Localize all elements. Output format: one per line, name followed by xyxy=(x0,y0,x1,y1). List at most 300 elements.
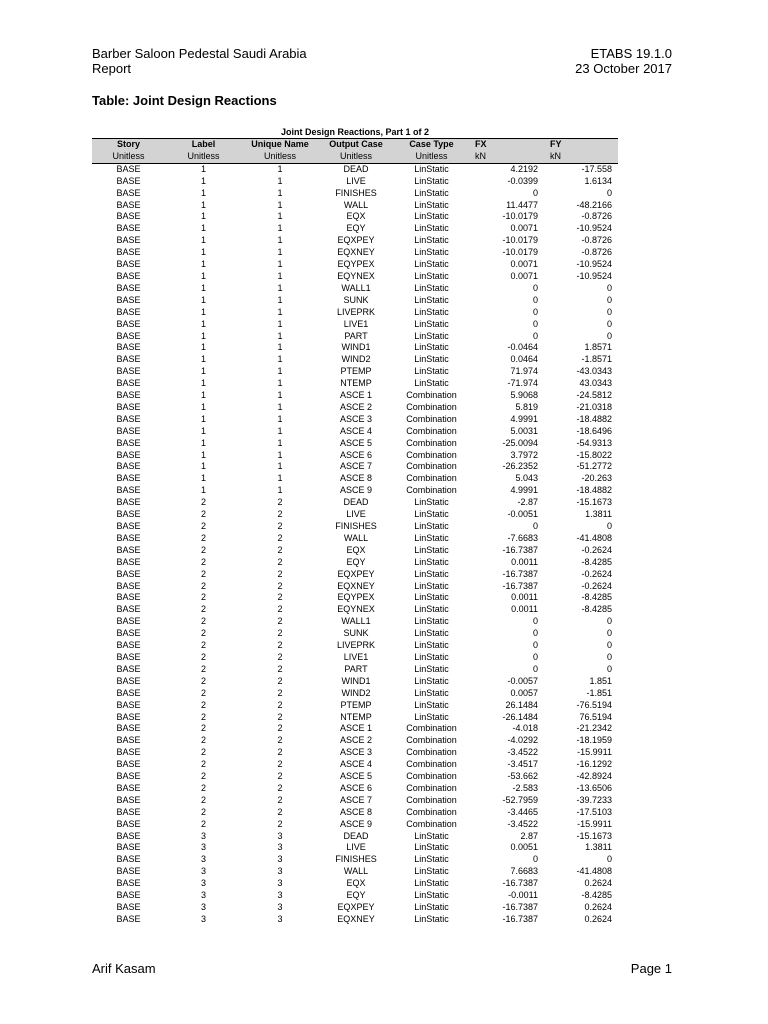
cell-output-case: WIND1 xyxy=(341,675,371,686)
cell-fx: 0.0057 xyxy=(510,687,538,698)
cell-fx: -26.1484 xyxy=(502,711,538,722)
cell-fy: -1.851 xyxy=(586,687,612,698)
report-date: 23 October 2017 xyxy=(575,61,672,76)
cell-fx: 0 xyxy=(532,294,538,305)
cell-output-case: EQX xyxy=(346,878,366,889)
cell-story: BASE xyxy=(116,235,141,246)
cell-unique-name: 1 xyxy=(277,449,283,460)
cell-label: 1 xyxy=(200,473,206,484)
table-row xyxy=(92,223,618,235)
cell-label: 1 xyxy=(200,282,206,293)
cell-case-type: Combination xyxy=(406,806,457,817)
footer-author: Arif Kasam xyxy=(92,961,156,976)
table-row xyxy=(92,854,618,866)
cell-fy: -0.2624 xyxy=(581,568,612,579)
cell-output-case: LIVE1 xyxy=(343,318,369,329)
cell-fx: -16.7387 xyxy=(502,580,538,591)
cell-story: BASE xyxy=(116,485,141,496)
table-row xyxy=(92,188,618,200)
cell-case-type: LinStatic xyxy=(414,163,449,174)
cell-case-type: LinStatic xyxy=(414,699,449,710)
cell-story: BASE xyxy=(116,318,141,329)
cell-fx: 5.819 xyxy=(515,401,538,412)
table-row xyxy=(92,342,618,354)
cell-story: BASE xyxy=(116,342,141,353)
cell-story: BASE xyxy=(116,473,141,484)
cell-label: 2 xyxy=(200,794,206,805)
cell-story: BASE xyxy=(116,282,141,293)
cell-label: 1 xyxy=(200,449,206,460)
cell-story: BASE xyxy=(116,866,141,877)
cell-label: 3 xyxy=(200,902,206,912)
table-row xyxy=(92,723,618,735)
cell-label: 3 xyxy=(200,913,206,924)
unit-label: Unitless xyxy=(165,151,242,163)
col-header-output-case: Output Case xyxy=(318,139,394,151)
cell-case-type: Combination xyxy=(406,759,457,770)
cell-output-case: LIVEPRK xyxy=(336,640,376,651)
cell-case-type: LinStatic xyxy=(414,890,449,901)
project-name: Barber Saloon Pedestal Saudi Arabia xyxy=(92,46,307,61)
cell-case-type: LinStatic xyxy=(414,616,449,627)
table-body xyxy=(92,163,618,926)
cell-fy: -0.2624 xyxy=(581,544,612,555)
cell-fx: 0 xyxy=(532,651,538,662)
cell-case-type: Combination xyxy=(406,485,457,496)
cell-output-case: EQYPEX xyxy=(337,592,375,603)
cell-label: 1 xyxy=(200,437,206,448)
cell-fy: 1.3811 xyxy=(585,509,612,520)
table-row xyxy=(92,509,618,521)
page-title: Table: Joint Design Reactions xyxy=(92,93,277,108)
table-row xyxy=(92,592,618,604)
cell-label: 2 xyxy=(200,663,206,674)
cell-fy: -8.4285 xyxy=(581,890,612,901)
cell-output-case: DEAD xyxy=(343,830,369,841)
unit-output-case: Unitless xyxy=(318,151,394,163)
cell-label: 2 xyxy=(200,818,206,829)
cell-fy: -41.4808 xyxy=(576,532,612,543)
cell-story: BASE xyxy=(116,425,141,436)
cell-label: 2 xyxy=(200,782,206,793)
cell-unique-name: 2 xyxy=(277,628,283,639)
table-row xyxy=(92,640,618,652)
cell-output-case: EQY xyxy=(346,556,366,567)
cell-case-type: LinStatic xyxy=(414,651,449,662)
cell-fy: 0 xyxy=(606,854,612,865)
cell-output-case: ASCE 7 xyxy=(339,461,372,472)
cell-unique-name: 1 xyxy=(277,163,283,174)
cell-fy: 0.2624 xyxy=(584,878,612,889)
cell-story: BASE xyxy=(116,437,141,448)
cell-output-case: FINISHES xyxy=(335,187,377,198)
cell-story: BASE xyxy=(116,842,141,853)
cell-unique-name: 1 xyxy=(277,223,283,234)
cell-unique-name: 1 xyxy=(277,378,283,389)
cell-output-case: PART xyxy=(344,330,368,341)
table-row xyxy=(92,319,618,331)
cell-unique-name: 2 xyxy=(277,532,283,543)
cell-fx: 0 xyxy=(532,187,538,198)
cell-unique-name: 2 xyxy=(277,699,283,710)
cell-fx: -16.7387 xyxy=(502,913,538,924)
cell-fx: -10.0179 xyxy=(502,211,538,222)
cell-story: BASE xyxy=(116,747,141,758)
cell-story: BASE xyxy=(116,687,141,698)
cell-case-type: LinStatic xyxy=(414,199,449,210)
cell-story: BASE xyxy=(116,306,141,317)
cell-fx: 0.0464 xyxy=(510,354,538,365)
table-row xyxy=(92,902,618,914)
unit-story: Unitless xyxy=(92,151,165,163)
cell-unique-name: 2 xyxy=(277,640,283,651)
cell-fy: -48.2166 xyxy=(576,199,612,210)
cell-label: 2 xyxy=(200,651,206,662)
cell-output-case: ASCE 5 xyxy=(339,771,372,782)
cell-fx: -16.7387 xyxy=(502,902,538,912)
cell-case-type: LinStatic xyxy=(414,378,449,389)
cell-case-type: Combination xyxy=(406,437,457,448)
table-row xyxy=(92,557,618,569)
col-header-fx: FX xyxy=(469,139,544,151)
cell-output-case: EQYPEX xyxy=(337,259,375,270)
cell-unique-name: 2 xyxy=(277,580,283,591)
col-header-label: Label xyxy=(165,139,242,151)
cell-fx: -16.7387 xyxy=(502,544,538,555)
reactions-table-block xyxy=(92,126,618,926)
cell-unique-name: 1 xyxy=(277,485,283,496)
cell-fx: 5.9068 xyxy=(510,390,538,401)
cell-unique-name: 1 xyxy=(277,413,283,424)
cell-fx: -2.87 xyxy=(517,497,538,508)
cell-story: BASE xyxy=(116,592,141,603)
cell-story: BASE xyxy=(116,735,141,746)
cell-case-type: LinStatic xyxy=(414,687,449,698)
cell-output-case: ASCE 5 xyxy=(339,437,372,448)
cell-fx: -0.0464 xyxy=(507,342,538,353)
cell-fy: -8.4285 xyxy=(581,556,612,567)
cell-story: BASE xyxy=(116,699,141,710)
cell-output-case: ASCE 3 xyxy=(339,747,372,758)
cell-fy: 0 xyxy=(606,294,612,305)
cell-output-case: ASCE 9 xyxy=(339,818,372,829)
cell-case-type: LinStatic xyxy=(414,592,449,603)
cell-label: 1 xyxy=(200,187,206,198)
cell-unique-name: 2 xyxy=(277,568,283,579)
table-row xyxy=(92,842,618,854)
cell-label: 2 xyxy=(200,771,206,782)
cell-label: 3 xyxy=(200,854,206,865)
table-row xyxy=(92,581,618,593)
cell-output-case: LIVE1 xyxy=(343,651,369,662)
cell-story: BASE xyxy=(116,568,141,579)
cell-fx: 0 xyxy=(532,640,538,651)
cell-case-type: LinStatic xyxy=(414,342,449,353)
cell-fx: 0.0011 xyxy=(511,592,538,603)
cell-fy: -8.4285 xyxy=(581,592,612,603)
cell-case-type: Combination xyxy=(406,747,457,758)
cell-fy: -54.9313 xyxy=(576,437,612,448)
cell-fx: 3.7972 xyxy=(510,449,538,460)
cell-unique-name: 1 xyxy=(277,318,283,329)
cell-unique-name: 2 xyxy=(277,651,283,662)
cell-story: BASE xyxy=(116,521,141,531)
cell-output-case: WALL xyxy=(343,199,369,210)
table-row xyxy=(92,676,618,688)
table-row xyxy=(92,652,618,664)
cell-unique-name: 2 xyxy=(277,604,283,615)
cell-story: BASE xyxy=(116,413,141,424)
cell-fy: -15.9911 xyxy=(577,747,612,758)
cell-story: BASE xyxy=(116,449,141,460)
cell-unique-name: 1 xyxy=(277,187,283,198)
cell-fy: 0 xyxy=(606,282,612,293)
cell-case-type: LinStatic xyxy=(414,521,449,531)
unit-fx: kN xyxy=(469,151,544,163)
table-row xyxy=(92,378,618,390)
table-row xyxy=(92,533,618,545)
cell-output-case: WALL1 xyxy=(341,282,371,293)
cell-case-type: LinStatic xyxy=(414,544,449,555)
cell-label: 2 xyxy=(200,687,206,698)
cell-label: 2 xyxy=(200,556,206,567)
table-row xyxy=(92,521,618,533)
cell-unique-name: 2 xyxy=(277,771,283,782)
cell-case-type: LinStatic xyxy=(414,497,449,508)
cell-output-case: WIND1 xyxy=(341,342,371,353)
cell-story: BASE xyxy=(116,163,141,174)
cell-fy: -15.1673 xyxy=(576,497,612,508)
table-row xyxy=(92,271,618,283)
cell-unique-name: 1 xyxy=(277,282,283,293)
cell-output-case: ASCE 1 xyxy=(339,723,372,734)
cell-unique-name: 2 xyxy=(277,556,283,567)
table-row xyxy=(92,163,618,175)
cell-story: BASE xyxy=(116,902,141,912)
cell-case-type: LinStatic xyxy=(414,532,449,543)
cell-story: BASE xyxy=(116,723,141,734)
cell-case-type: LinStatic xyxy=(414,223,449,234)
cell-fx: 4.9991 xyxy=(510,413,538,424)
cell-case-type: Combination xyxy=(406,449,457,460)
cell-unique-name: 2 xyxy=(277,521,283,531)
cell-story: BASE xyxy=(116,640,141,651)
cell-fy: -0.8726 xyxy=(581,235,612,246)
cell-story: BASE xyxy=(116,890,141,901)
cell-label: 1 xyxy=(200,199,206,210)
cell-label: 2 xyxy=(200,497,206,508)
cell-fx: -0.0011 xyxy=(508,890,538,901)
cell-fx: -7.6683 xyxy=(507,532,538,543)
cell-unique-name: 1 xyxy=(277,211,283,222)
cell-story: BASE xyxy=(116,711,141,722)
table-row xyxy=(92,497,618,509)
cell-fx: 0 xyxy=(532,616,538,627)
cell-fx: -10.0179 xyxy=(502,235,538,246)
table-row xyxy=(92,295,618,307)
cell-fx: 26.1484 xyxy=(505,699,538,710)
cell-story: BASE xyxy=(116,544,141,555)
cell-story: BASE xyxy=(116,806,141,817)
cell-fy: -10.9524 xyxy=(576,259,612,270)
table-row xyxy=(92,200,618,212)
cell-story: BASE xyxy=(116,247,141,258)
cell-label: 2 xyxy=(200,675,206,686)
cell-case-type: LinStatic xyxy=(414,318,449,329)
table-row xyxy=(92,712,618,724)
cell-case-type: Combination xyxy=(406,723,457,734)
cell-fy: -18.1959 xyxy=(576,735,612,746)
cell-unique-name: 1 xyxy=(277,342,283,353)
cell-fy: -21.0318 xyxy=(576,401,612,412)
table-row xyxy=(92,354,618,366)
cell-story: BASE xyxy=(116,366,141,377)
cell-label: 1 xyxy=(200,175,206,186)
cell-label: 2 xyxy=(200,509,206,520)
cell-fy: -18.4882 xyxy=(576,413,612,424)
cell-label: 1 xyxy=(200,425,206,436)
cell-case-type: Combination xyxy=(406,818,457,829)
cell-fx: 0.0071 xyxy=(510,259,538,270)
column-header-row xyxy=(92,139,618,151)
table-row xyxy=(92,211,618,223)
cell-fx: -71.974 xyxy=(507,378,538,389)
cell-unique-name: 3 xyxy=(277,830,283,841)
table-row xyxy=(92,747,618,759)
cell-output-case: WIND2 xyxy=(341,687,371,698)
cell-case-type: LinStatic xyxy=(414,675,449,686)
cell-unique-name: 1 xyxy=(277,175,283,186)
cell-fy: -15.8022 xyxy=(576,449,612,460)
table-row xyxy=(92,759,618,771)
table-row xyxy=(92,485,618,497)
cell-story: BASE xyxy=(116,854,141,865)
cell-fx: 5.043 xyxy=(515,473,538,484)
cell-unique-name: 1 xyxy=(277,270,283,281)
cell-fy: -17.558 xyxy=(581,163,612,174)
cell-label: 1 xyxy=(200,306,206,317)
cell-output-case: EQXPEY xyxy=(337,235,375,246)
cell-label: 2 xyxy=(200,580,206,591)
cell-fy: -76.5194 xyxy=(576,699,612,710)
cell-label: 3 xyxy=(200,890,206,901)
cell-story: BASE xyxy=(116,390,141,401)
cell-output-case: ASCE 7 xyxy=(339,794,372,805)
table-row xyxy=(92,283,618,295)
cell-label: 1 xyxy=(200,366,206,377)
table-row xyxy=(92,426,618,438)
cell-story: BASE xyxy=(116,675,141,686)
cell-output-case: EQY xyxy=(346,890,366,901)
cell-fy: 1.6134 xyxy=(584,175,612,186)
cell-case-type: LinStatic xyxy=(414,842,449,853)
cell-output-case: ASCE 3 xyxy=(339,413,372,424)
cell-unique-name: 2 xyxy=(277,735,283,746)
document-type: Report xyxy=(92,61,132,76)
cell-label: 1 xyxy=(200,318,206,329)
table-row xyxy=(92,795,618,807)
cell-story: BASE xyxy=(116,294,141,305)
cell-output-case: EQXPEY xyxy=(337,902,375,912)
cell-output-case: PART xyxy=(344,663,368,674)
cell-story: BASE xyxy=(116,830,141,841)
cell-label: 2 xyxy=(200,640,206,651)
cell-story: BASE xyxy=(116,616,141,627)
cell-label: 2 xyxy=(200,544,206,555)
cell-fy: 76.5194 xyxy=(579,711,612,722)
cell-fy: -39.7233 xyxy=(576,794,612,805)
cell-story: BASE xyxy=(116,818,141,829)
cell-case-type: Combination xyxy=(406,401,457,412)
cell-label: 2 xyxy=(200,592,206,603)
footer-page-number: Page 1 xyxy=(630,961,672,976)
cell-unique-name: 2 xyxy=(277,509,283,520)
cell-case-type: LinStatic xyxy=(414,259,449,270)
cell-case-type: LinStatic xyxy=(414,247,449,258)
cell-fy: 0 xyxy=(606,306,612,317)
cell-label: 3 xyxy=(200,830,206,841)
table-row xyxy=(92,831,618,843)
cell-fx: -16.7387 xyxy=(502,568,538,579)
cell-case-type: LinStatic xyxy=(414,628,449,639)
col-header-story: Story xyxy=(92,139,165,151)
cell-output-case: LIVE xyxy=(346,842,366,853)
cell-story: BASE xyxy=(116,223,141,234)
cell-case-type: LinStatic xyxy=(414,366,449,377)
cell-label: 1 xyxy=(200,413,206,424)
cell-story: BASE xyxy=(116,628,141,639)
cell-fy: 0 xyxy=(606,330,612,341)
cell-unique-name: 2 xyxy=(277,616,283,627)
cell-case-type: LinStatic xyxy=(414,866,449,877)
table-row xyxy=(92,914,618,926)
cell-fy: -42.8924 xyxy=(576,771,612,782)
units-row xyxy=(92,151,618,163)
cell-label: 1 xyxy=(200,461,206,472)
cell-output-case: WALL1 xyxy=(341,616,371,627)
cell-fy: 0 xyxy=(606,651,612,662)
cell-label: 2 xyxy=(200,628,206,639)
cell-unique-name: 3 xyxy=(277,854,283,865)
table-row xyxy=(92,819,618,831)
cell-fy: 0 xyxy=(606,616,612,627)
cell-case-type: LinStatic xyxy=(414,282,449,293)
cell-story: BASE xyxy=(116,532,141,543)
col-header-fy: FY xyxy=(544,139,618,151)
table-row xyxy=(92,307,618,319)
cell-fx: 4.9991 xyxy=(510,485,538,496)
cell-unique-name: 2 xyxy=(277,782,283,793)
cell-story: BASE xyxy=(116,211,141,222)
cell-output-case: ASCE 6 xyxy=(339,449,372,460)
cell-story: BASE xyxy=(116,580,141,591)
cell-fy: 0 xyxy=(606,640,612,651)
cell-unique-name: 2 xyxy=(277,687,283,698)
cell-case-type: Combination xyxy=(406,735,457,746)
unit-case-type: Unitless xyxy=(394,151,469,163)
cell-fx: 0 xyxy=(532,854,538,865)
cell-fy: -51.2772 xyxy=(576,461,612,472)
cell-output-case: EQX xyxy=(346,544,366,555)
cell-story: BASE xyxy=(116,354,141,365)
cell-label: 1 xyxy=(200,259,206,270)
table-row xyxy=(92,390,618,402)
cell-fx: -2.583 xyxy=(512,782,538,793)
cell-fy: 1.3811 xyxy=(585,842,612,853)
cell-unique-name: 2 xyxy=(277,663,283,674)
cell-case-type: LinStatic xyxy=(414,175,449,186)
cell-label: 1 xyxy=(200,378,206,389)
